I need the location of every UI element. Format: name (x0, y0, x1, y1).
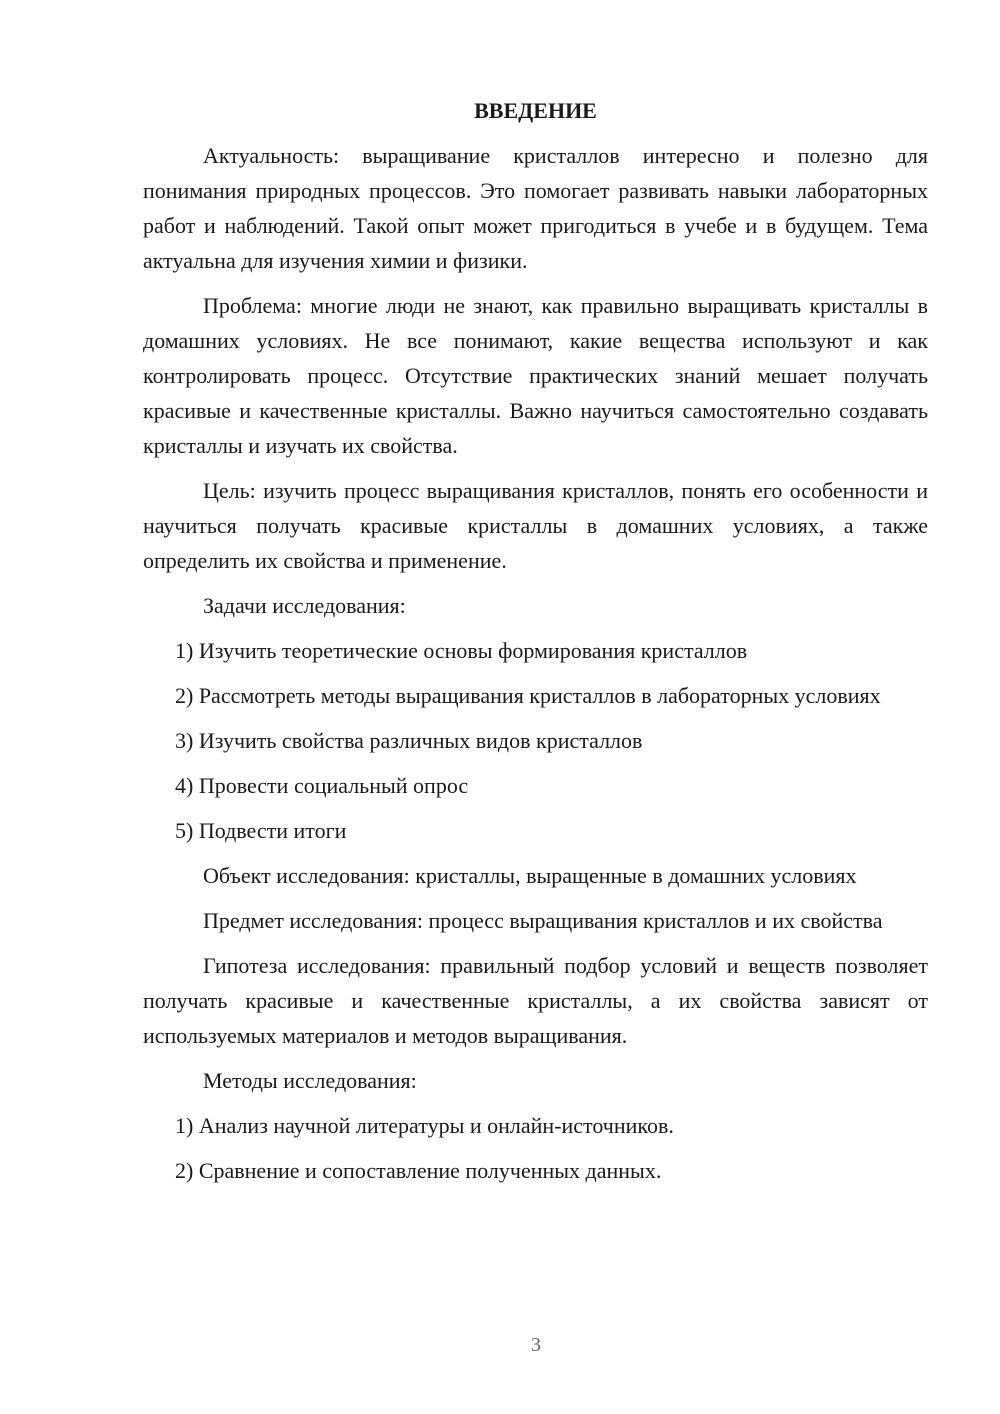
tasks-heading: Задачи исследования: (203, 593, 406, 618)
method-item: 2) Сравнение и сопоставление полученных данных. (175, 1158, 662, 1183)
document-body (143, 96, 928, 1198)
methods-heading: Методы исследования: (203, 1068, 417, 1093)
hypothesis-paragraph: Гипотеза исследования: правильный подбор условий и веществ позволяет получать красивые и качественные кристаллы, а их свойства зависят от используемых материалов и методов выращивания. (143, 953, 928, 1048)
problem-paragraph: Проблема: многие люди не знают, как правильно выращивать кристаллы в домашних условиях. Не все понимают, какие вещества используют и как контролировать процесс. Отсутствие практических знаний мешает получать красивые и качественные кристаллы. Важно научиться самостоятельно создавать кристаллы и изучать их свойства. (143, 293, 928, 458)
object-paragraph: Объект исследования: кристаллы, выращенные в домашних условиях (203, 863, 857, 888)
task-item: 4) Провести социальный опрос (175, 773, 469, 798)
task-item: 5) Подвести итоги (175, 818, 347, 843)
task-item: 3) Изучить свойства различных видов кристаллов (175, 728, 643, 753)
page-number: 3 (531, 1334, 541, 1356)
subject-paragraph: Предмет исследования: процесс выращивания кристаллов и их свойства (203, 908, 883, 933)
relevance-paragraph: Актуальность: выращивание кристаллов интересно и полезно для понимания природных процессов. Это помогает развивать навыки лабораторных работ и наблюдений. Такой опыт может пригодиться в учебе и в будущем. Тема актуальна для изучения химии и физики. (143, 143, 928, 273)
task-item: 2) Рассмотреть методы выращивания кристаллов в лабораторных условиях (175, 683, 881, 708)
goal-paragraph: Цель: изучить процесс выращивания кристаллов, понять его особенности и научиться получать красивые кристаллы в домашних условиях, а также определить их свойства и применение. (143, 478, 928, 573)
method-item: 1) Анализ научной литературы и онлайн-источников. (175, 1113, 674, 1138)
task-item: 1) Изучить теоретические основы формирования кристаллов (175, 638, 748, 663)
section-title: ВВЕДЕНИЕ (474, 98, 597, 123)
